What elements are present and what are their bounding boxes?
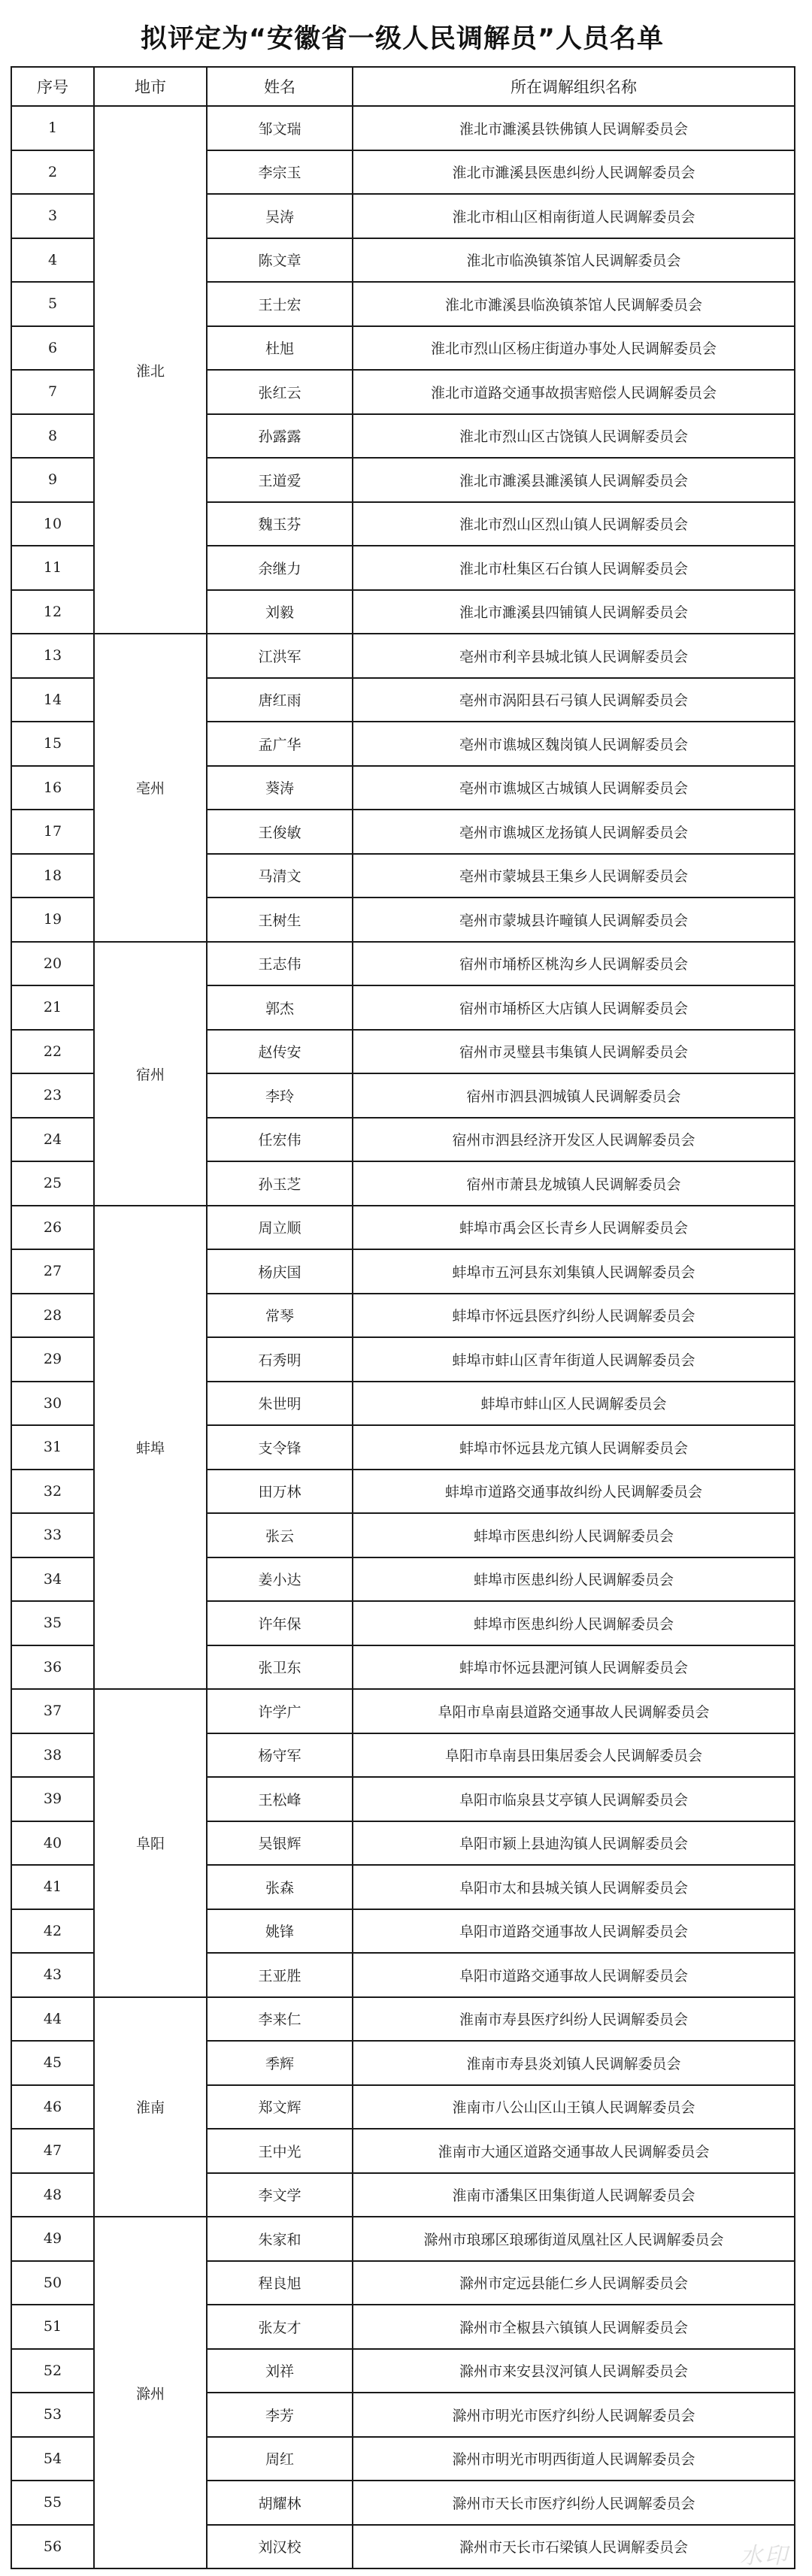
- organization-name: 蚌埠市蚌山区人民调解委员会: [353, 1382, 795, 1426]
- row-number: 38: [11, 1733, 94, 1778]
- row-number: 4: [11, 238, 94, 283]
- row-number: 14: [11, 678, 94, 722]
- row-number: 34: [11, 1557, 94, 1602]
- person-name: 余继力: [207, 546, 353, 590]
- organization-name: 阜阳市颍上县迪沟镇人民调解委员会: [353, 1821, 795, 1866]
- person-name: 王亚胜: [207, 1953, 353, 1997]
- row-number: 48: [11, 2173, 94, 2217]
- organization-name: 蚌埠市怀远县淝河镇人民调解委员会: [353, 1645, 795, 1690]
- person-name: 张云: [207, 1513, 353, 1557]
- person-name: 刘汉校: [207, 2525, 353, 2569]
- table-row: [11, 1997, 795, 2042]
- row-number: 10: [11, 502, 94, 546]
- city-cell: 亳州: [94, 634, 207, 942]
- person-name: 邹文瑞: [207, 106, 353, 150]
- row-number: 8: [11, 414, 94, 459]
- organization-name: 滁州市明光市医疗纠纷人民调解委员会: [353, 2393, 795, 2437]
- person-name: 周立顺: [207, 1206, 353, 1250]
- organization-name: 滁州市全椒县六镇镇人民调解委员会: [353, 2305, 795, 2349]
- person-name: 张卫东: [207, 1645, 353, 1690]
- mediator-roster-table: [11, 66, 795, 2569]
- organization-name: 滁州市天长市医疗纠纷人民调解委员会: [353, 2481, 795, 2525]
- organization-name: 蚌埠市蚌山区青年街道人民调解委员会: [353, 1337, 795, 1382]
- person-name: 田万林: [207, 1470, 353, 1514]
- organization-name: 宿州市泗县泗城镇人民调解委员会: [353, 1073, 795, 1118]
- table-row: [11, 634, 795, 678]
- person-name: 周红: [207, 2437, 353, 2481]
- row-number: 47: [11, 2129, 94, 2173]
- person-name: 孙露露: [207, 414, 353, 459]
- person-name: 吴涛: [207, 194, 353, 238]
- person-name: 李芳: [207, 2393, 353, 2437]
- row-number: 40: [11, 1821, 94, 1866]
- person-name: 姜小达: [207, 1557, 353, 1602]
- city-cell: 淮南: [94, 1997, 207, 2217]
- row-number: 6: [11, 326, 94, 371]
- person-name: 王俊敏: [207, 810, 353, 854]
- row-number: 31: [11, 1425, 94, 1470]
- organization-name: 亳州市利辛县城北镇人民调解委员会: [353, 634, 795, 678]
- person-name: 朱家和: [207, 2217, 353, 2261]
- row-number: 35: [11, 1601, 94, 1645]
- row-number: 26: [11, 1206, 94, 1250]
- row-number: 2: [11, 150, 94, 195]
- person-name: 李文学: [207, 2173, 353, 2217]
- organization-name: 淮北市道路交通事故损害赔偿人民调解委员会: [353, 370, 795, 414]
- organization-name: 蚌埠市五河县东刘集镇人民调解委员会: [353, 1249, 795, 1294]
- organization-name: 淮北市相山区相南街道人民调解委员会: [353, 194, 795, 238]
- row-number: 9: [11, 458, 94, 502]
- organization-name: 宿州市埇桥区桃沟乡人民调解委员会: [353, 942, 795, 986]
- header-org: 所在调解组织名称: [353, 67, 795, 106]
- organization-name: 淮北市烈山区烈山镇人民调解委员会: [353, 502, 795, 546]
- organization-name: 淮北市濉溪县铁佛镇人民调解委员会: [353, 106, 795, 150]
- person-name: 孙玉芝: [207, 1161, 353, 1206]
- person-name: 季辉: [207, 2041, 353, 2085]
- person-name: 朱世明: [207, 1382, 353, 1426]
- organization-name: 蚌埠市医患纠纷人民调解委员会: [353, 1513, 795, 1557]
- row-number: 16: [11, 766, 94, 810]
- table-header-row: [11, 67, 795, 106]
- table-row: [11, 1206, 795, 1250]
- organization-name: 阜阳市道路交通事故人民调解委员会: [353, 1909, 795, 1954]
- person-name: 杜旭: [207, 326, 353, 371]
- person-name: 魏玉芬: [207, 502, 353, 546]
- row-number: 53: [11, 2393, 94, 2437]
- person-name: 王中光: [207, 2129, 353, 2173]
- table-row: [11, 106, 795, 150]
- organization-name: 滁州市天长市石梁镇人民调解委员会: [353, 2525, 795, 2569]
- person-name: 王道爱: [207, 458, 353, 502]
- city-cell: 宿州: [94, 942, 207, 1206]
- row-number: 37: [11, 1689, 94, 1733]
- person-name: 唐红雨: [207, 678, 353, 722]
- table-row: [11, 942, 795, 986]
- row-number: 18: [11, 854, 94, 898]
- organization-name: 淮南市寿县医疗纠纷人民调解委员会: [353, 1997, 795, 2042]
- header-no: 序号: [11, 67, 94, 106]
- organization-name: 滁州市定远县能仁乡人民调解委员会: [353, 2261, 795, 2305]
- person-name: 刘毅: [207, 590, 353, 634]
- row-number: 36: [11, 1645, 94, 1690]
- person-name: 李宗玉: [207, 150, 353, 195]
- person-name: 许学广: [207, 1689, 353, 1733]
- row-number: 24: [11, 1118, 94, 1162]
- organization-name: 淮南市八公山区山王镇人民调解委员会: [353, 2085, 795, 2130]
- organization-name: 宿州市埇桥区大店镇人民调解委员会: [353, 985, 795, 1030]
- row-number: 54: [11, 2437, 94, 2481]
- row-number: 22: [11, 1030, 94, 1074]
- organization-name: 淮北市烈山区杨庄街道办事处人民调解委员会: [353, 326, 795, 371]
- organization-name: 淮南市潘集区田集街道人民调解委员会: [353, 2173, 795, 2217]
- person-name: 郑文辉: [207, 2085, 353, 2130]
- person-name: 郭杰: [207, 985, 353, 1030]
- person-name: 孟广华: [207, 722, 353, 766]
- city-cell: 蚌埠: [94, 1206, 207, 1690]
- person-name: 王志伟: [207, 942, 353, 986]
- row-number: 45: [11, 2041, 94, 2085]
- row-number: 25: [11, 1161, 94, 1206]
- row-number: 3: [11, 194, 94, 238]
- row-number: 51: [11, 2305, 94, 2349]
- row-number: 21: [11, 985, 94, 1030]
- person-name: 杨庆国: [207, 1249, 353, 1294]
- row-number: 28: [11, 1294, 94, 1338]
- city-cell: 淮北: [94, 106, 207, 634]
- person-name: 程良旭: [207, 2261, 353, 2305]
- organization-name: 阜阳市阜南县田集居委会人民调解委员会: [353, 1733, 795, 1778]
- row-number: 33: [11, 1513, 94, 1557]
- document-title: 拟评定为“安徽省一级人民调解员”人员名单: [140, 24, 664, 54]
- organization-name: 滁州市来安县汊河镇人民调解委员会: [353, 2349, 795, 2393]
- organization-name: 淮北市濉溪县濉溪镇人民调解委员会: [353, 458, 795, 502]
- organization-name: 蚌埠市医患纠纷人民调解委员会: [353, 1557, 795, 1602]
- header-city: 地市: [94, 67, 207, 106]
- person-name: 江洪军: [207, 634, 353, 678]
- row-number: 46: [11, 2085, 94, 2130]
- row-number: 30: [11, 1382, 94, 1426]
- table-body: [11, 106, 795, 2568]
- city-cell: 滁州: [94, 2217, 207, 2568]
- person-name: 张友才: [207, 2305, 353, 2349]
- person-name: 姚锋: [207, 1909, 353, 1954]
- row-number: 7: [11, 370, 94, 414]
- organization-name: 亳州市谯城区古城镇人民调解委员会: [353, 766, 795, 810]
- organization-name: 淮北市临涣镇茶馆人民调解委员会: [353, 238, 795, 283]
- organization-name: 阜阳市道路交通事故人民调解委员会: [353, 1953, 795, 1997]
- organization-name: 淮北市濉溪县医患纠纷人民调解委员会: [353, 150, 795, 195]
- organization-name: 宿州市萧县龙城镇人民调解委员会: [353, 1161, 795, 1206]
- row-number: 50: [11, 2261, 94, 2305]
- row-number: 43: [11, 1953, 94, 1997]
- row-number: 11: [11, 546, 94, 590]
- organization-name: 蚌埠市医患纠纷人民调解委员会: [353, 1601, 795, 1645]
- organization-name: 蚌埠市怀远县龙亢镇人民调解委员会: [353, 1425, 795, 1470]
- person-name: 张红云: [207, 370, 353, 414]
- row-number: 12: [11, 590, 94, 634]
- organization-name: 淮北市杜集区石台镇人民调解委员会: [353, 546, 795, 590]
- row-number: 17: [11, 810, 94, 854]
- row-number: 19: [11, 898, 94, 942]
- row-number: 52: [11, 2349, 94, 2393]
- person-name: 杨守军: [207, 1733, 353, 1778]
- organization-name: 滁州市琅琊区琅琊街道凤凰社区人民调解委员会: [353, 2217, 795, 2261]
- organization-name: 淮北市濉溪县四铺镇人民调解委员会: [353, 590, 795, 634]
- person-name: 赵传安: [207, 1030, 353, 1074]
- person-name: 李玲: [207, 1073, 353, 1118]
- organization-name: 亳州市蒙城县王集乡人民调解委员会: [353, 854, 795, 898]
- row-number: 23: [11, 1073, 94, 1118]
- row-number: 1: [11, 106, 94, 150]
- row-number: 13: [11, 634, 94, 678]
- person-name: 王士宏: [207, 282, 353, 326]
- row-number: 5: [11, 282, 94, 326]
- city-cell: 阜阳: [94, 1689, 207, 1997]
- organization-name: 宿州市灵璧县韦集镇人民调解委员会: [353, 1030, 795, 1074]
- organization-name: 淮北市濉溪县临涣镇茶馆人民调解委员会: [353, 282, 795, 326]
- person-name: 王树生: [207, 898, 353, 942]
- organization-name: 阜阳市太和县城关镇人民调解委员会: [353, 1865, 795, 1909]
- person-name: 李来仁: [207, 1997, 353, 2042]
- row-number: 56: [11, 2525, 94, 2569]
- person-name: 吴银辉: [207, 1821, 353, 1866]
- person-name: 胡耀林: [207, 2481, 353, 2525]
- organization-name: 阜阳市阜南县道路交通事故人民调解委员会: [353, 1689, 795, 1733]
- row-number: 44: [11, 1997, 94, 2042]
- organization-name: 滁州市明光市明西街道人民调解委员会: [353, 2437, 795, 2481]
- person-name: 刘祥: [207, 2349, 353, 2393]
- organization-name: 淮北市烈山区古饶镇人民调解委员会: [353, 414, 795, 459]
- row-number: 39: [11, 1777, 94, 1821]
- table-row: [11, 1689, 795, 1733]
- person-name: 葵涛: [207, 766, 353, 810]
- organization-name: 亳州市蒙城县许疃镇人民调解委员会: [353, 898, 795, 942]
- watermark-logo: 水印: [740, 2543, 789, 2569]
- organization-name: 宿州市泗县经济开发区人民调解委员会: [353, 1118, 795, 1162]
- header-name: 姓名: [207, 67, 353, 106]
- person-name: 陈文章: [207, 238, 353, 283]
- organization-name: 亳州市谯城区龙扬镇人民调解委员会: [353, 810, 795, 854]
- table-row: [11, 2217, 795, 2261]
- person-name: 王松峰: [207, 1777, 353, 1821]
- organization-name: 蚌埠市怀远县医疗纠纷人民调解委员会: [353, 1294, 795, 1338]
- person-name: 任宏伟: [207, 1118, 353, 1162]
- person-name: 许年保: [207, 1601, 353, 1645]
- organization-name: 淮南市寿县炎刘镇人民调解委员会: [353, 2041, 795, 2085]
- row-number: 20: [11, 942, 94, 986]
- organization-name: 亳州市涡阳县石弓镇人民调解委员会: [353, 678, 795, 722]
- organization-name: 阜阳市临泉县艾亭镇人民调解委员会: [353, 1777, 795, 1821]
- person-name: 石秀明: [207, 1337, 353, 1382]
- person-name: 马清文: [207, 854, 353, 898]
- organization-name: 亳州市谯城区魏岗镇人民调解委员会: [353, 722, 795, 766]
- organization-name: 蚌埠市道路交通事故纠纷人民调解委员会: [353, 1470, 795, 1514]
- person-name: 支令锋: [207, 1425, 353, 1470]
- row-number: 49: [11, 2217, 94, 2261]
- row-number: 32: [11, 1470, 94, 1514]
- row-number: 55: [11, 2481, 94, 2525]
- row-number: 15: [11, 722, 94, 766]
- organization-name: 蚌埠市禹会区长青乡人民调解委员会: [353, 1206, 795, 1250]
- person-name: 张森: [207, 1865, 353, 1909]
- row-number: 29: [11, 1337, 94, 1382]
- row-number: 27: [11, 1249, 94, 1294]
- person-name: 常琴: [207, 1294, 353, 1338]
- row-number: 42: [11, 1909, 94, 1954]
- row-number: 41: [11, 1865, 94, 1909]
- organization-name: 淮南市大通区道路交通事故人民调解委员会: [353, 2129, 795, 2173]
